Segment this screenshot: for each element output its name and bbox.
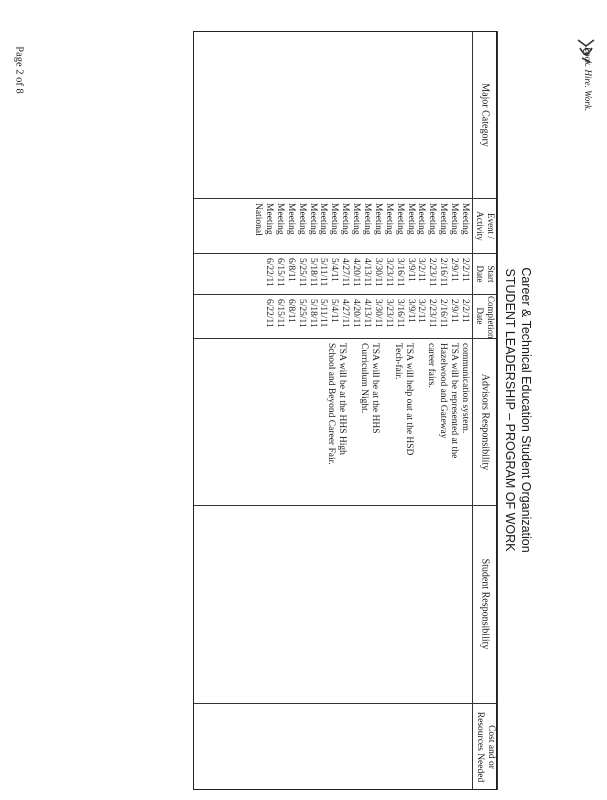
page-number (11, 40, 27, 100)
table-cell: 2/9/11 (449, 299, 460, 323)
advisor-note-line (414, 343, 425, 465)
logo-caption: Look. Hire. Work. (583, 47, 593, 112)
advisor-note-line: Tech-fair. (392, 343, 403, 380)
table-cell: 5/25/11 (296, 299, 307, 328)
divider-advisors-student (193, 505, 497, 506)
table-cell: 4/13/11 (361, 258, 372, 287)
advisor-note-line: TSA will help out at the HSD (404, 343, 415, 456)
page-number-text: Page 2 of 8 (13, 46, 25, 94)
table-cell: 6/8/11 (285, 299, 296, 323)
advisor-note-line: School and Beyond Career Fair. (325, 343, 336, 465)
table-cell: 4/27/11 (340, 299, 351, 328)
table-cell (252, 299, 263, 328)
table-cell: 6/15/11 (274, 258, 285, 287)
table-cell: 5/4/11 (329, 258, 340, 282)
table-cell: 6/22/11 (263, 258, 274, 287)
table-row: Meeting (372, 203, 383, 235)
header-major-category: Major Category (479, 82, 491, 147)
table-cell: 2/2/11 (460, 258, 470, 282)
header-advisors-responsibility: Advisors Responsibility (479, 373, 491, 470)
advisor-note-line: TSA will be represented at the (448, 343, 459, 459)
divider-student-cost (193, 703, 497, 704)
advisor-note-line: Hazelwood and Gateway (437, 343, 448, 439)
table-row: Meeting (449, 203, 460, 235)
table-row: Meeting (361, 203, 372, 235)
table-cell: 5/18/11 (307, 299, 318, 328)
table-row: Meeting (394, 203, 405, 235)
divider-start-completion (193, 294, 497, 295)
table-row: Meeting (383, 203, 394, 235)
table-cell (252, 258, 263, 287)
table-cell: 3/30/11 (372, 299, 383, 328)
table-cell: 2/9/11 (449, 258, 460, 282)
table-cell: 2/16/11 (438, 258, 449, 287)
table-cell: 5/4/11 (329, 299, 340, 323)
table-edge-right (497, 31, 498, 790)
divider-major-event (193, 198, 497, 199)
logo (572, 34, 602, 112)
table-cell: 5/11/11 (318, 258, 329, 287)
advisor-note-line (381, 343, 392, 465)
table-cell: 3/9/11 (405, 299, 416, 323)
table-cell: 3/9/11 (405, 258, 416, 282)
table-cell: 3/16/11 (394, 258, 405, 287)
table-cell: 2/16/11 (438, 299, 449, 328)
table-row: Meeting (427, 203, 438, 235)
table-row: Meeting (460, 203, 470, 235)
table-row: Meeting (416, 203, 427, 235)
header-student-responsibility: Student Responsibility (479, 558, 491, 650)
advisor-note-line: career fairs. (426, 343, 437, 388)
table-cell: 5/11/11 (318, 299, 329, 328)
table-row: National (253, 203, 264, 236)
table-cell: 5/18/11 (307, 258, 318, 287)
table-cell: 3/23/11 (383, 258, 394, 287)
table-cell: 6/15/11 (274, 299, 285, 328)
table-cell: 3/30/11 (372, 258, 383, 287)
title-line-2: STUDENT LEADERSHIP – PROGRAM OF WORK (503, 268, 517, 552)
divider-completion-advisors (193, 338, 497, 339)
advisor-note-line: communication system. (460, 343, 470, 434)
table-cell: 2/23/11 (427, 299, 438, 328)
table-row: Meeting (307, 203, 318, 235)
advisor-note-line (347, 343, 358, 465)
table-row: Meeting (263, 203, 274, 235)
table-row: Meeting (296, 203, 307, 235)
table-cell: 6/8/11 (285, 258, 296, 282)
table-cell: 6/22/11 (263, 299, 274, 328)
table-cell: 5/25/11 (296, 258, 307, 287)
table-cell: 3/2/11 (416, 299, 427, 323)
table-cell: 3/16/11 (394, 299, 405, 328)
table-cell: 4/27/11 (340, 258, 351, 287)
table-row: Meeting (438, 203, 449, 235)
header-event-activity: Event / Activity (475, 210, 496, 241)
document-title (500, 260, 536, 560)
start-date-column (252, 258, 470, 287)
table-cell: 4/20/11 (351, 258, 362, 287)
table-row: Meeting (405, 203, 416, 235)
table-cell: 4/13/11 (361, 299, 372, 328)
completion-date-column (252, 299, 470, 328)
table-cell: 3/2/11 (416, 258, 427, 282)
table-row: Meeting (351, 203, 362, 235)
advisor-note-line: Curriculum Night. (359, 343, 370, 414)
advisors-notes-column (325, 343, 470, 465)
advisor-note-line: TSA will be at the HHS (370, 343, 381, 434)
table-row: Meeting (340, 203, 351, 235)
event-column (252, 203, 470, 236)
header-completion-date: Completion Date (475, 296, 496, 339)
table-cell: 4/20/11 (351, 299, 362, 328)
header-cost-resources: Cost and or Resources Needed (475, 711, 496, 782)
advisor-note-line: TSA will be at the HHS High (336, 343, 347, 455)
table-row: Meeting (318, 203, 329, 235)
table-cell: 3/23/11 (383, 299, 394, 328)
table-cell: 2/23/11 (427, 258, 438, 287)
table-row: Meeting (274, 203, 285, 235)
header-start-date: Start Date (475, 265, 496, 282)
title-line-1: Career & Technical Education Student Organization (519, 267, 533, 553)
table-row: Meeting (329, 203, 340, 235)
table-row: Meeting (285, 203, 296, 235)
table-cell: 2/2/11 (460, 299, 470, 323)
divider-event-start (193, 253, 497, 254)
